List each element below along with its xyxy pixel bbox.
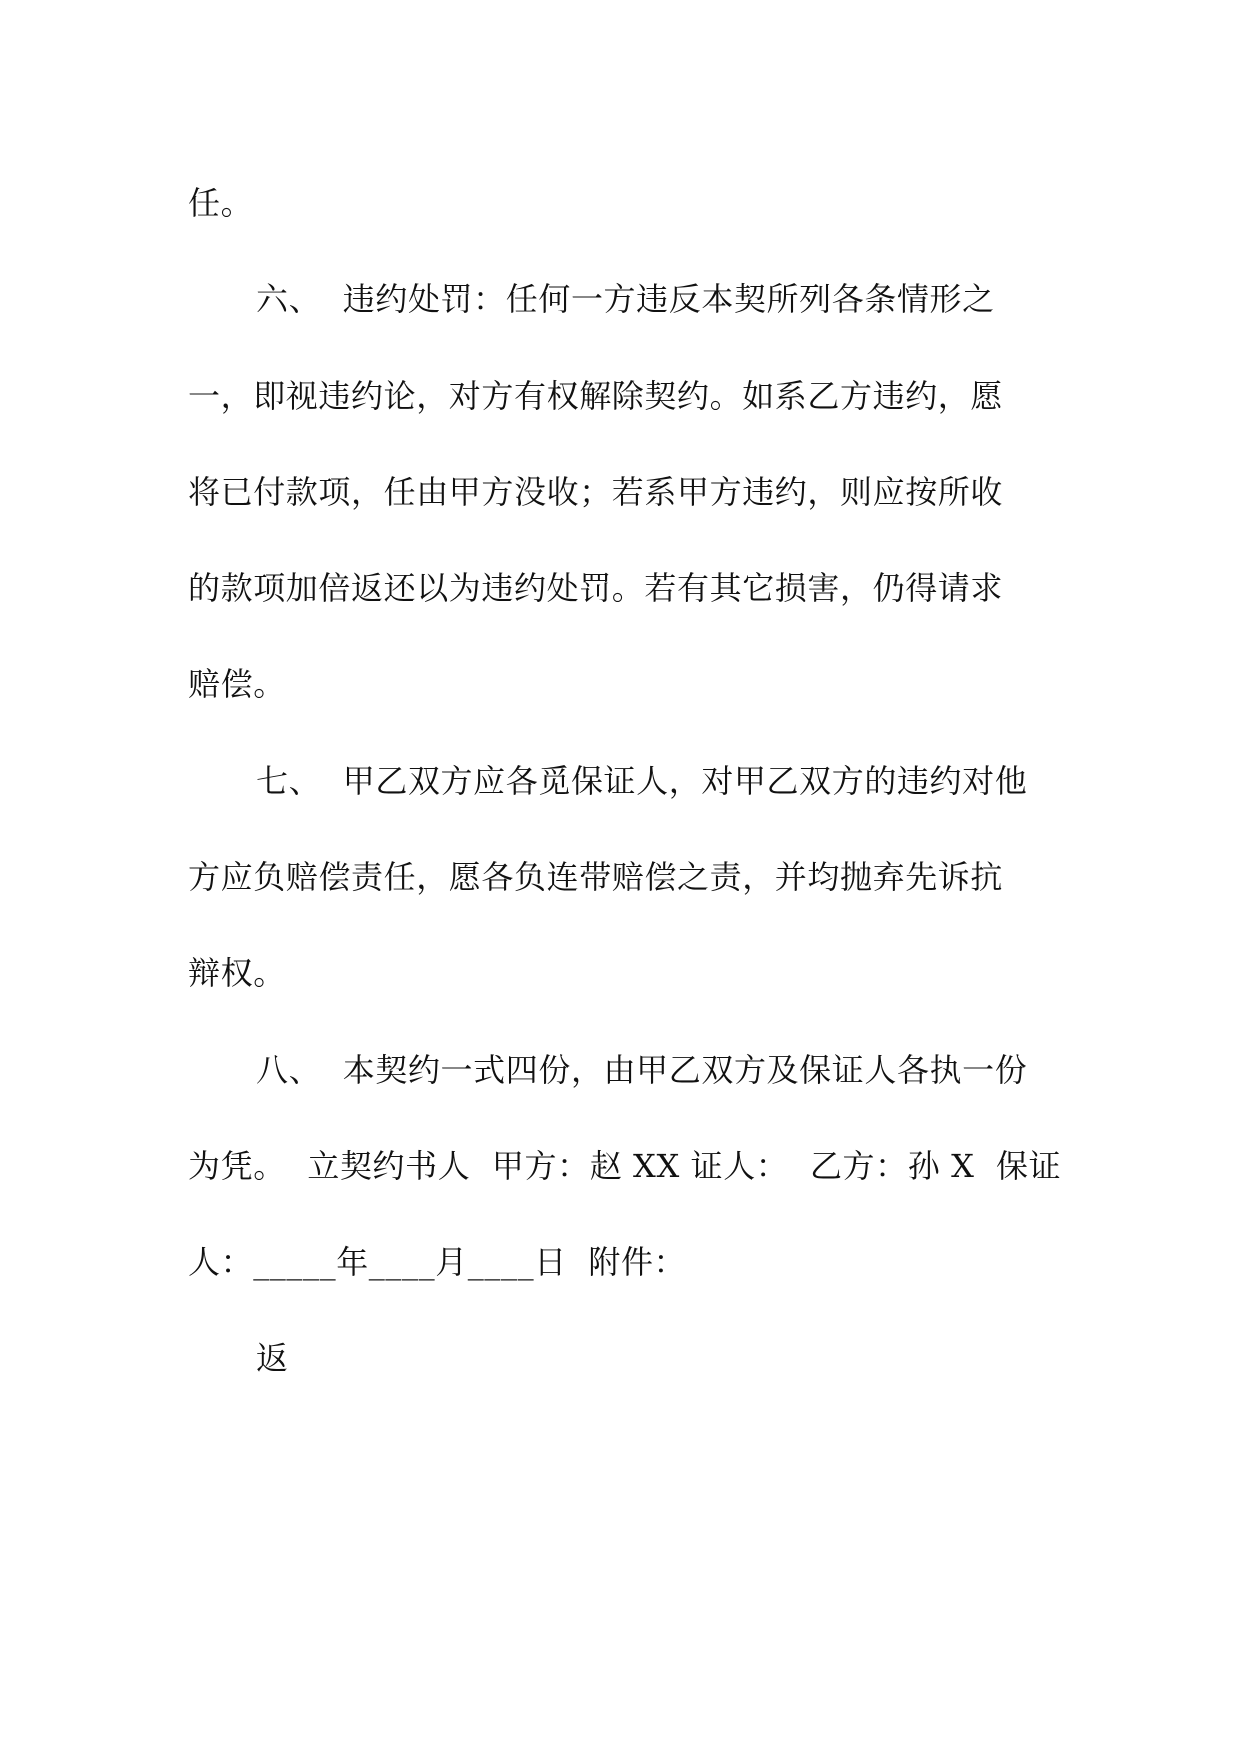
text-line-13: 返	[256, 1339, 289, 1377]
clause-7-heading-line: 七、 甲乙双方应各觅保证人，对甲乙双方的违约对他	[256, 762, 1028, 800]
text-line-8: 方应负赔偿责任，愿各负连带赔偿之责，并均抛弃先诉抗	[188, 858, 1004, 896]
text-line-4: 将已付款项，任由甲方没收；若系甲方违约，则应按所收	[188, 473, 1004, 511]
text-line-3: 一，即视违约论，对方有权解除契约。如系乙方违约，愿	[188, 377, 1004, 415]
text-line-1: 任。	[188, 184, 254, 222]
clause-6-heading-line: 六、 违约处罚：任何一方违反本契所列各条情形之	[256, 280, 995, 318]
clause-8-heading-line: 八、 本契约一式四份，由甲乙双方及保证人各执一份	[256, 1051, 1028, 1089]
text-line-6: 赔偿。	[188, 665, 286, 703]
text-line-5: 的款项加倍返还以为违约处罚。若有其它损害，仍得请求	[188, 569, 1004, 607]
text-line-9: 辩权。	[188, 954, 286, 992]
signature-line: 为凭。 立契约书人 甲方：赵 XX 证人： 乙方：孙 X 保证	[188, 1147, 1062, 1185]
date-attachment-line: 人：_____年____月____日 附件：	[188, 1243, 687, 1281]
